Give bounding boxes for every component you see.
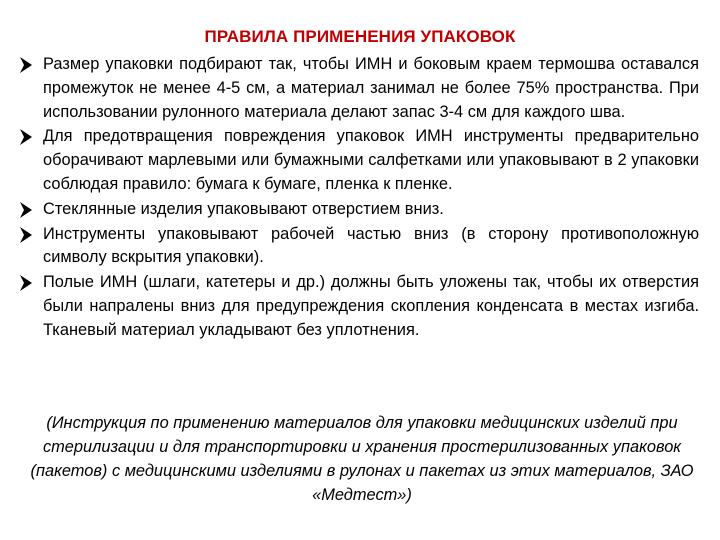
arrowhead-bullet-icon [19,227,33,243]
arrowhead-bullet-icon [19,57,33,73]
slide-title: ПРАВИЛА ПРИМЕНЕНИЯ УПАКОВОК [204,27,516,46]
arrowhead-bullet-icon [19,202,33,218]
list-item-text: Размер упаковки подбирают так, чтобы ИМН и боковым краем термошва оставался промежуток не менее 4-5 см, а материал занимал не более 75% пространства. При использовании рулонного материала делают запас 3-4 см для каждого шва. [43,55,699,121]
list-item-text: Полые ИМН (шлаги, катетеры и др.) должны быть уложены так, чтобы их отверстия были напралены вниз для предупреждения скопления конденсата в местах изгиба. Тканевый материал укладывают без уплотнения. [43,273,699,339]
list-item-text: Для предотвращения повреждения упаковок ИМН инструменты предварительно оборачивают марлевыми или бумажными салфетками или упаковывают в 2 упаковки соблюдая правило: бумага к бумаге, пленка к пленке. [43,127,699,193]
list-item [19,53,699,124]
list-item [19,125,699,196]
source-note: (Инструкция по применению материалов для упаковки медицинских изделий при стерилизации и для транспортировки и хранения простерилизованных упаковок (пакетов) с медицинскими изделиями в рулонах и пакетах из этих материалов, ЗАО «Медтест») [30,414,694,504]
list-item-text: Стеклянные изделия упаковывают отверстием вниз. [43,199,444,218]
list-item [19,223,699,271]
list-item [19,271,699,342]
arrowhead-bullet-icon [19,275,33,291]
rules-list [19,53,699,343]
arrowhead-bullet-icon [19,129,33,145]
list-item-text: Инструменты упаковывают рабочей частью вниз (в сторону противоположную символу вскрытия упаковки). [43,224,699,267]
list-item [19,198,699,222]
